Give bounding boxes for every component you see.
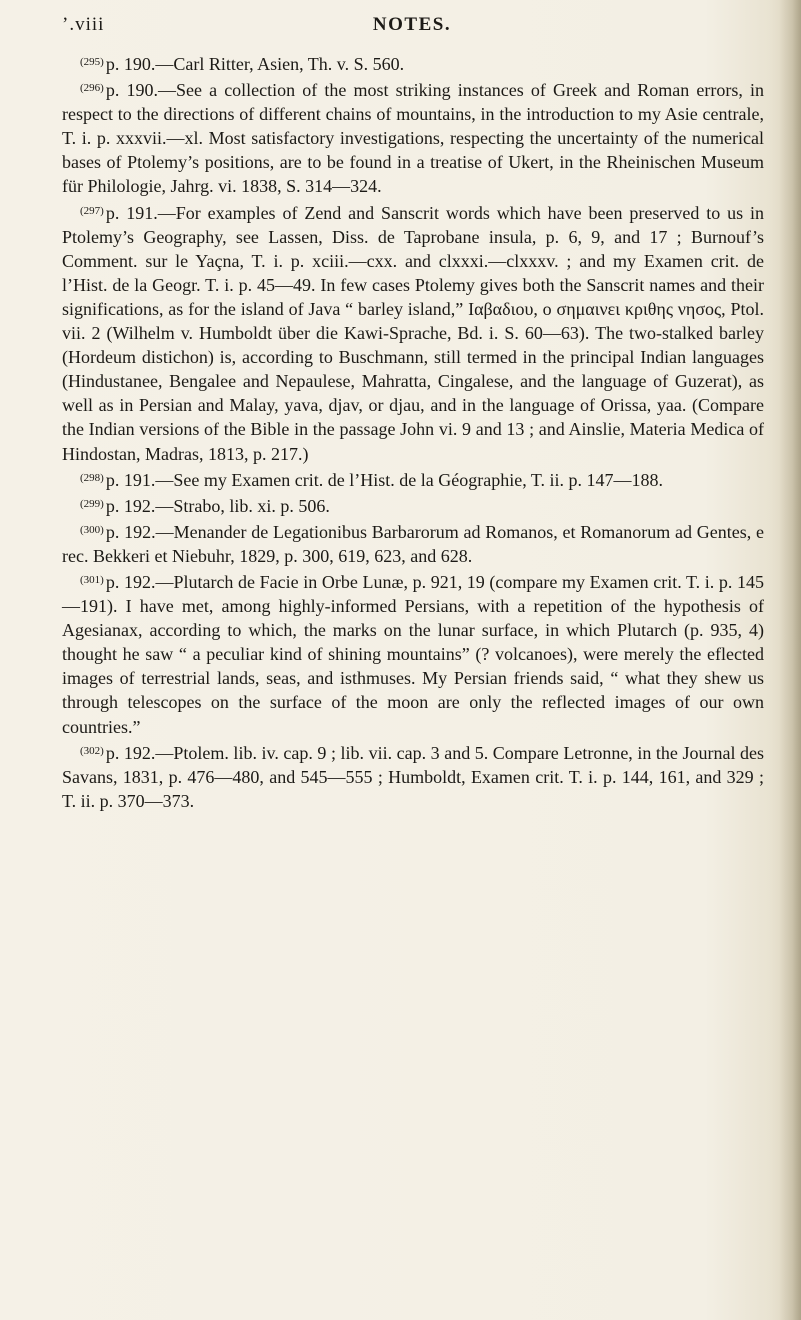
note-text: p. 190.—See a collection of the most striking instances of Greek and Roman errors, in respect to the directions of different chains of mountains, in the introduction to my Asie centrale, T. i. p. xxxvii.—xl. Most satisfactory investigations, respecting the uncertainty of the numerical bases of Ptolemy’s positions, are to be found in a treatise of Ukert, in the Rheinischen Museum für Philologie, Jahrg. vi. 1838, S. 314—324. bbox=[62, 80, 764, 197]
page-number: ’.viii bbox=[62, 14, 105, 35]
note-301 bbox=[62, 568, 764, 739]
note-297 bbox=[62, 199, 764, 466]
note-ref: (295) bbox=[80, 56, 104, 68]
page-header bbox=[62, 14, 762, 42]
note-296 bbox=[62, 76, 764, 198]
note-295 bbox=[62, 50, 764, 76]
page-edge-shadow bbox=[779, 0, 801, 1320]
note-302 bbox=[62, 739, 764, 813]
note-ref: (297) bbox=[80, 204, 104, 217]
note-text: p. 190.—Carl Ritter, Asien, Th. v. S. 560. bbox=[105, 54, 405, 74]
note-300 bbox=[62, 518, 764, 568]
note-299 bbox=[62, 492, 764, 518]
note-ref: (302) bbox=[80, 744, 104, 757]
note-text: p. 191.—For examples of Zend and Sanscrit words which have been preserved to us in Ptolemy’s Geography, see Lassen, Diss. de Taprobane insula, p. 6, 9, and 17 ; Burnouf’s Comment. sur le Yaçna, T. i. p. xciii.—cxx. and clxxxi.—clxxxv. ; and my Examen crit. de l’Hist. de la Geogr. T. i. p. 45—49. In few cases Ptolemy gives both the Sanscrit names and their significations, as for the island of Java “ barley island,” Ιαβαδιου, ο σημαινει κριθης νησος, Ptol. vii. 2 (Wilhelm v. Humboldt über die Kawi-Sprache, Bd. i. S. 60—63). The two-stalked barley (Hordeum distichon) is, according to Buschmann, still termed in the principal Indian languages (Hindustanee, Bengalee and Nepaulese, Mahratta, Cingalese, and the language of Guzerat), as well as in Persian and Malay, yava, djav, or djau, and in the language of Orissa, yaa. (Compare the Indian versions of the Bible in the passage John vi. 9 and 13 ; and Ainslie, Materia Medica of Hindostan, Madras, 1813, p. 217.) bbox=[62, 202, 764, 464]
running-head: NOTES. bbox=[372, 14, 452, 35]
note-ref: (298) bbox=[80, 471, 104, 484]
note-text: p. 192.—Menander de Legationibus Barbarorum ad Romanos, et Romanorum ad Gentes, e rec. Bekkeri et Niebuhr, 1829, p. 300, 619, 623, and 628. bbox=[62, 521, 764, 566]
note-ref: (301) bbox=[80, 573, 104, 586]
note-ref: (300) bbox=[80, 523, 104, 536]
note-text: p. 192.—Ptolem. lib. iv. cap. 9 ; lib. vii. cap. 3 and 5. Compare Letronne, in the Journal des Savans, 1831, p. 476—480, and 545—555 ; Humboldt, Examen crit. T. i. p. 144, 161, and 329 ; T. ii. p. 370—373. bbox=[62, 742, 764, 811]
note-text: p. 191.—See my Examen crit. de l’Hist. de la Géographie, T. ii. p. 147—188. bbox=[105, 469, 664, 490]
note-298 bbox=[62, 466, 764, 492]
note-ref: (296) bbox=[80, 82, 104, 95]
note-text: p. 192.—Plutarch de Facie in Orbe Lunæ, p. 921, 19 (compare my Examen crit. T. i. p. 145—191). I have met, among highly-informed Persians, with a repetition of the hypothesis of Agesianax, according to which, the marks on the lunar surface, in which Plutarch (p. 935, 4) thought he saw “ a peculiar kind of shining mountains” (? volcanoes), were merely the eflected images of terrestrial lands, seas, and isthmuses. My Persian friends said, “ what they shew us through telescopes on the surface of the moon are only the reflected images of our own countries.” bbox=[62, 571, 764, 737]
note-text: p. 192.—Strabo, lib. xi. p. 506. bbox=[105, 495, 330, 516]
notes-body bbox=[62, 50, 764, 813]
note-ref: (299) bbox=[80, 497, 104, 510]
